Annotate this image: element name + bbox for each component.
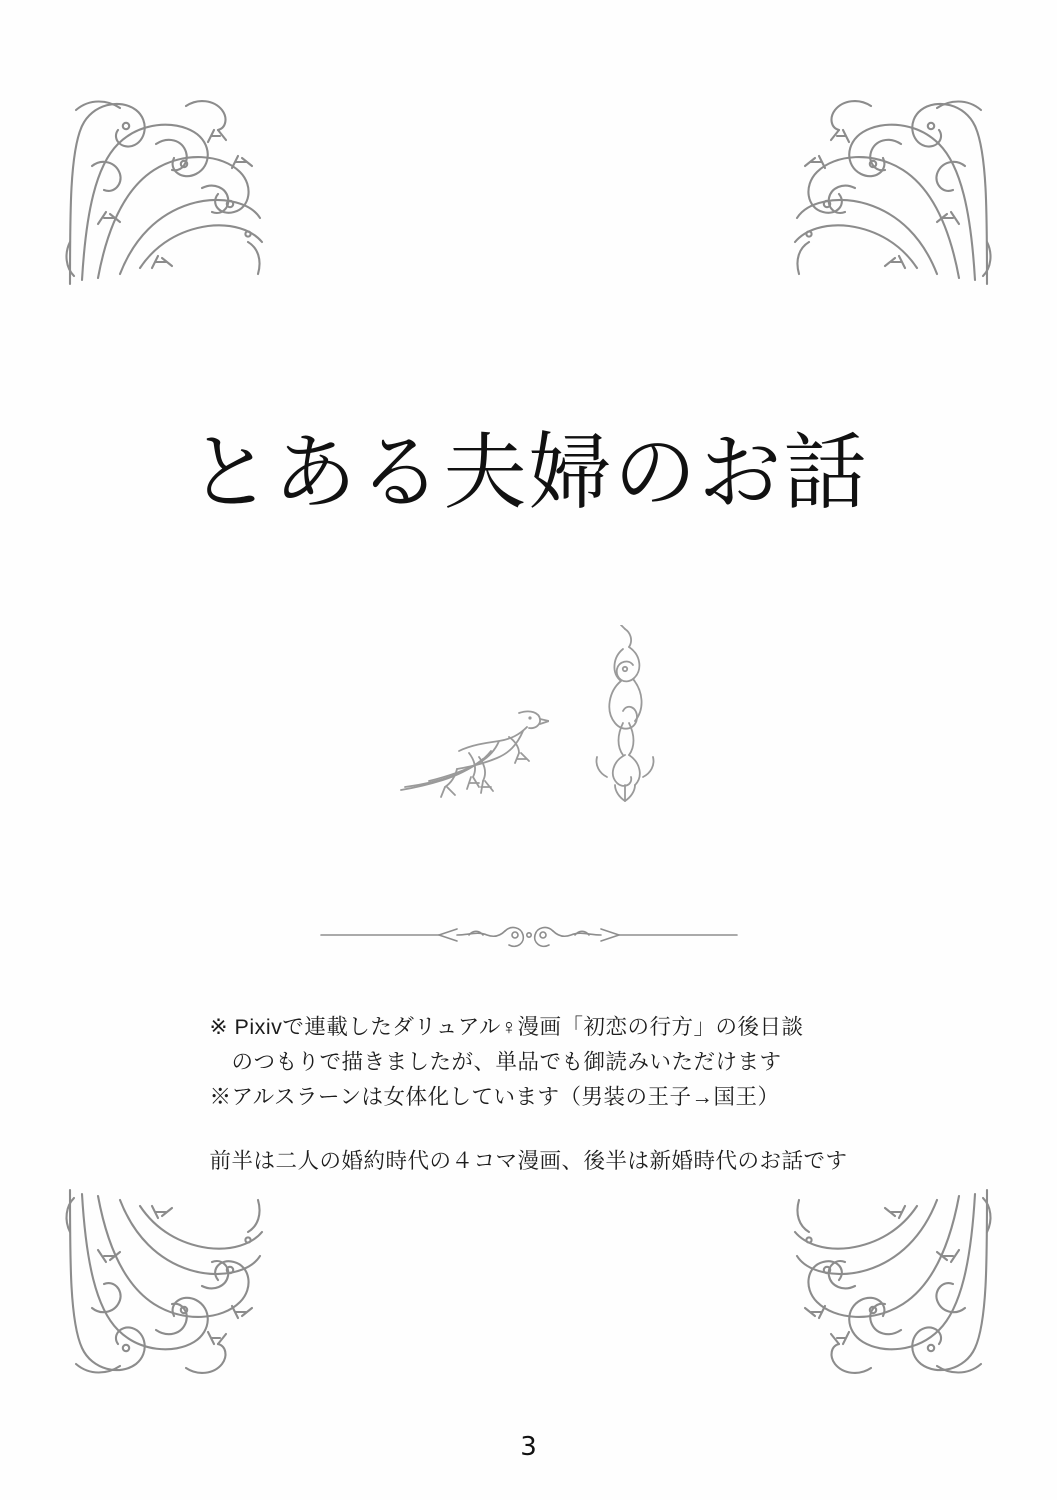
note-line-secondary: 前半は二人の婚約時代の４コマ漫画、後半は新婚時代のお話です	[209, 1149, 848, 1174]
divider-ornament	[0, 905, 1057, 965]
bird-icon	[399, 695, 549, 805]
corner-flourish-icon-top-right	[785, 92, 995, 292]
feather-plume-icon	[589, 625, 659, 805]
note-spacer	[209, 1114, 847, 1144]
page-number: 3	[520, 1432, 537, 1462]
page-title: とある夫婦のお話	[188, 424, 869, 521]
corner-flourish-icon-top-left	[62, 92, 272, 292]
note-line: ※ Pixivで連載したダリュアル♀漫画「初恋の行方」の後日談	[209, 1015, 804, 1039]
corner-flourish-icon-bottom-right	[785, 1182, 995, 1382]
center-illustration	[0, 625, 1057, 805]
corner-flourish-icon-bottom-left	[62, 1182, 272, 1382]
note-line: ※アルスラーンは女体化しています（男装の王子→国王）	[209, 1084, 780, 1109]
note-line: のつもりで描きましたが、単品でも御読みいただけます	[231, 1049, 782, 1074]
notes-block	[0, 1010, 1057, 1179]
